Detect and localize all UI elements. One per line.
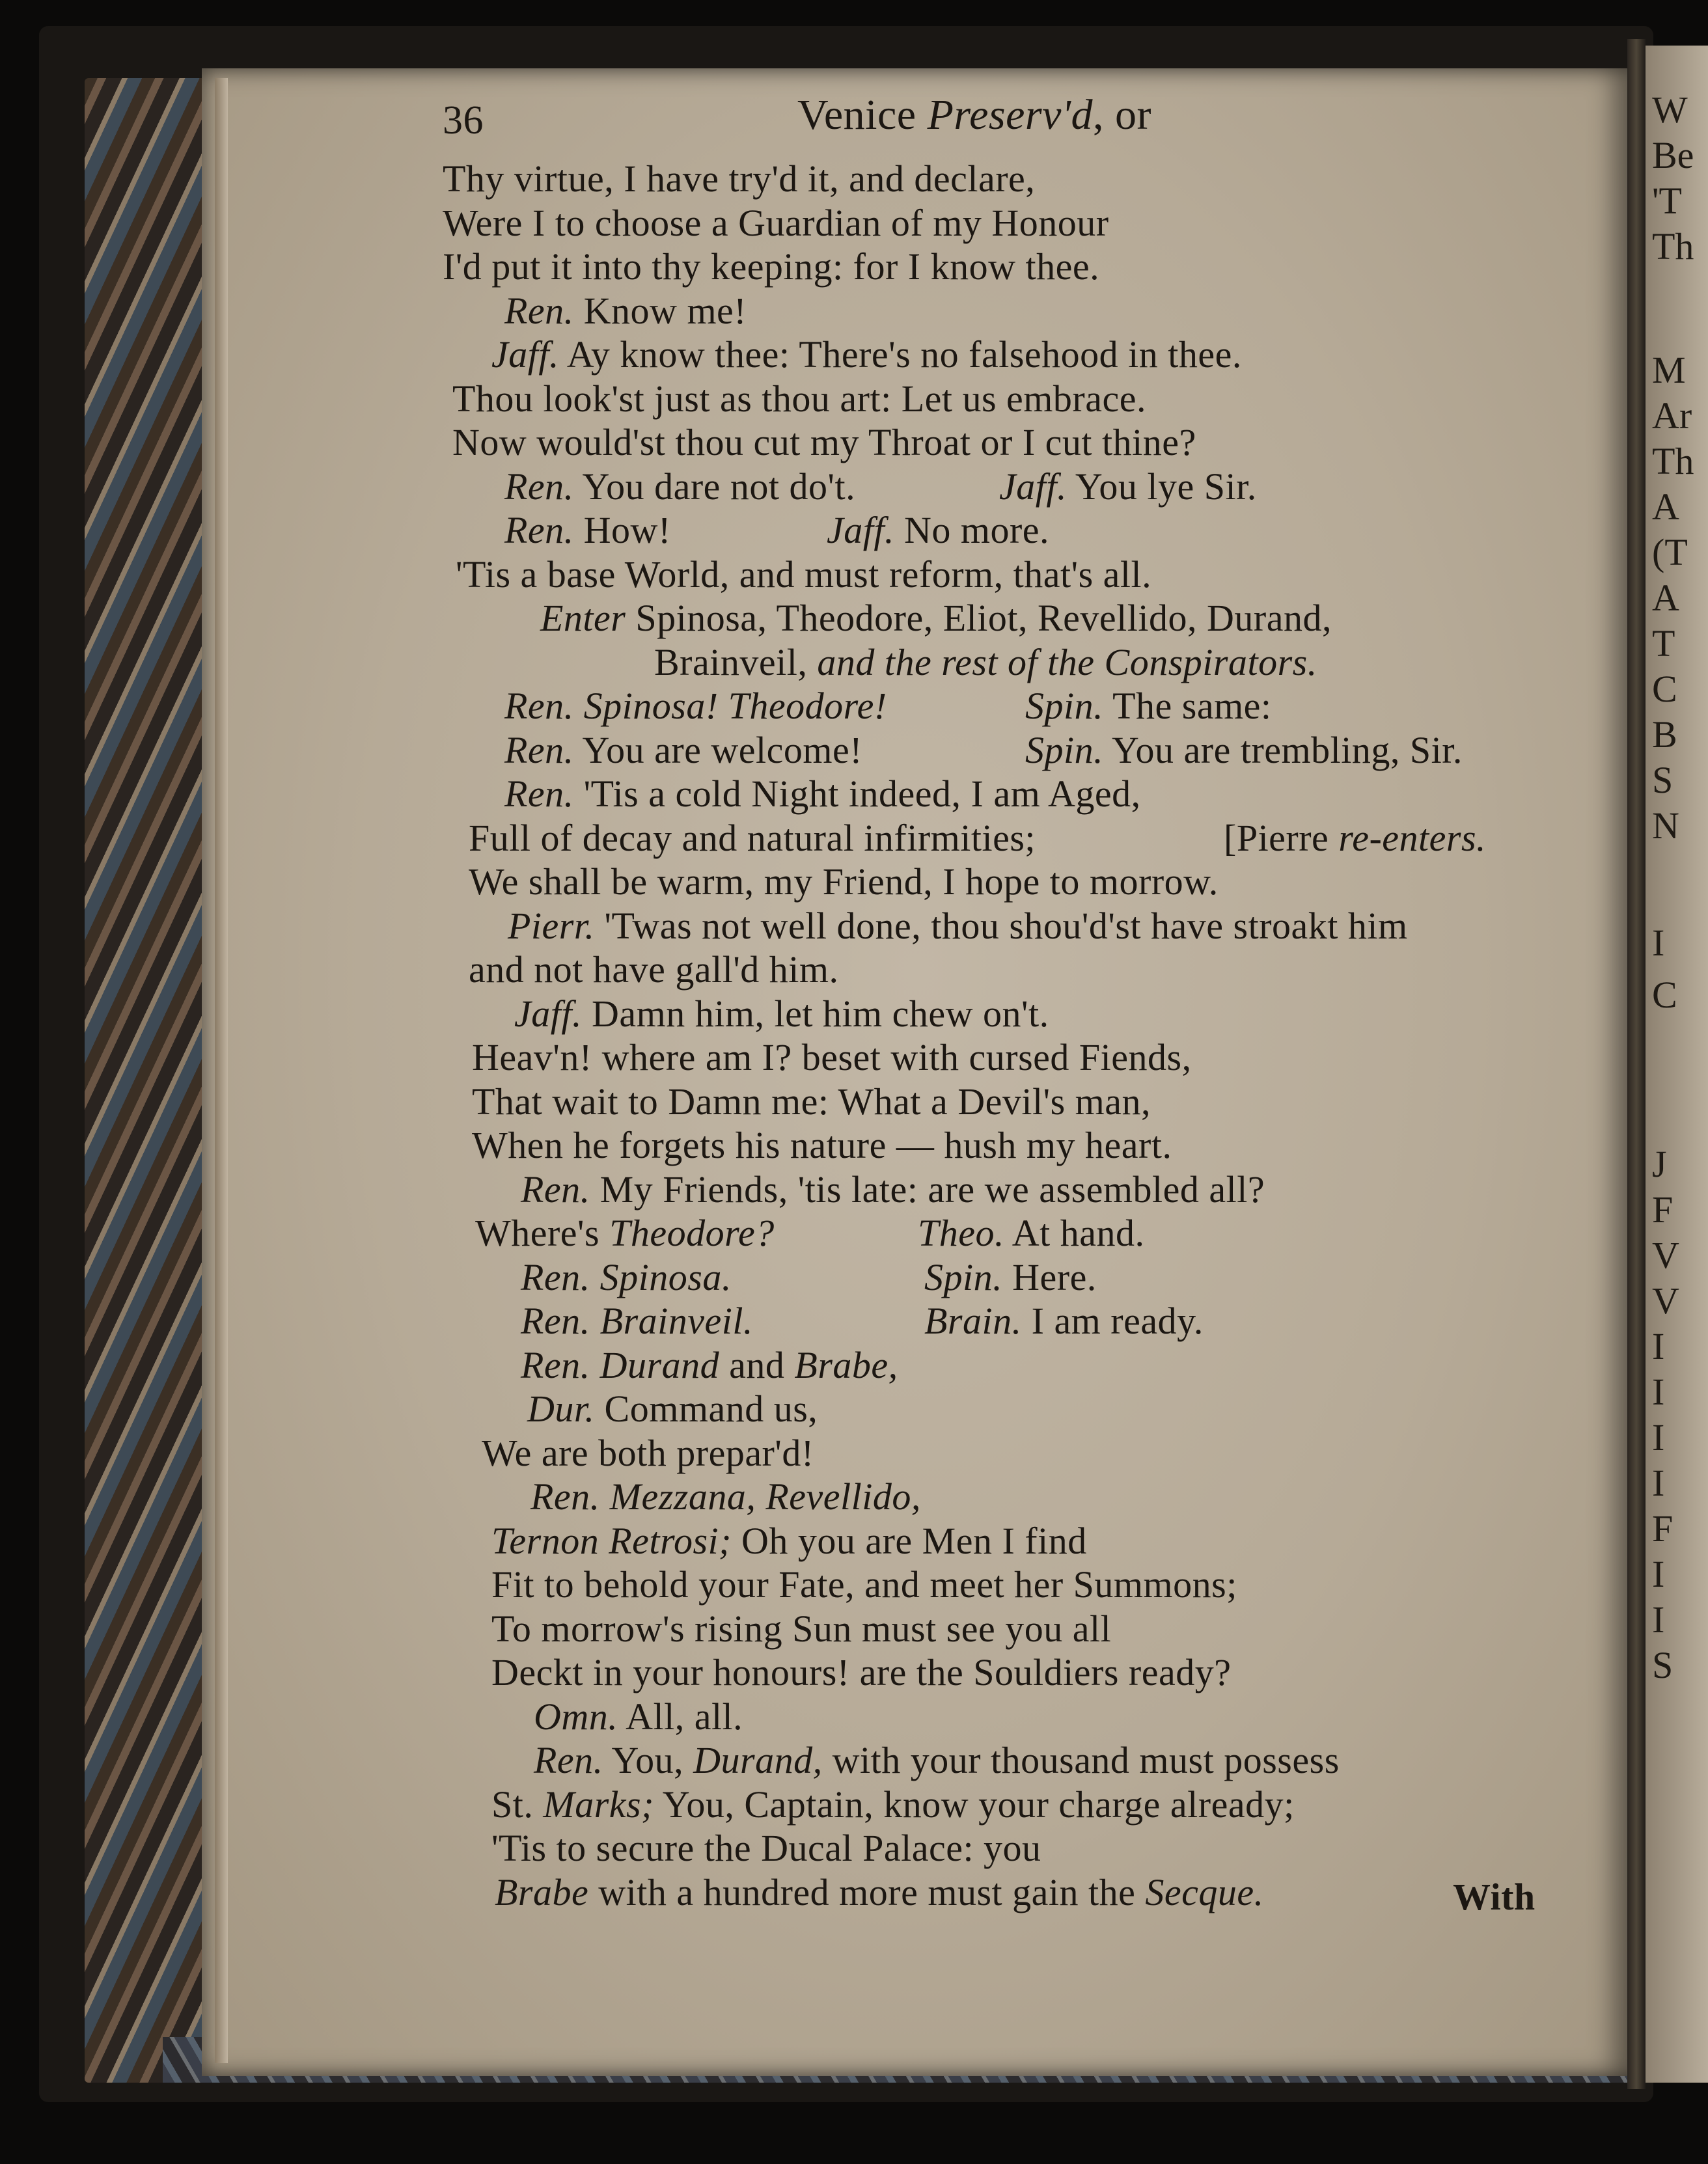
facing-page-fragment: N: [1652, 804, 1679, 847]
roman-text: Now would'st thou cut my Throat or I cut thine?: [452, 421, 1196, 463]
roman-text: The same:: [1103, 685, 1272, 727]
running-head: [797, 92, 1151, 138]
facing-page-fragment: S: [1652, 1644, 1674, 1686]
text-line-right: [924, 1255, 1097, 1300]
facing-page-fragment: F: [1652, 1507, 1674, 1550]
text-line: [504, 464, 855, 510]
roman-text: Thou look'st just as thou art: Let us embrace.: [452, 377, 1146, 420]
text-line: [443, 200, 1109, 246]
roman-text: Spinosa, Theodore, Eliot, Revellido, Durand,: [626, 597, 1332, 639]
italic-text: Ren. Spinosa.: [521, 1256, 732, 1298]
roman-text: Brainveil,: [654, 641, 818, 683]
facing-page-fragment: Th: [1652, 225, 1694, 267]
facing-page-fragment: A: [1652, 486, 1679, 528]
italic-text: Ren.: [504, 465, 574, 508]
text-line-right: [1224, 815, 1486, 861]
roman-text: All, all.: [618, 1695, 743, 1738]
italic-text: Ren. Spinosa! Theodore!: [504, 685, 887, 727]
facing-page-fragment: W: [1652, 89, 1688, 131]
roman-text: You, Captain, know your charge already;: [654, 1783, 1295, 1826]
text-line-right: [999, 464, 1257, 510]
facing-page-fragment: Ar: [1652, 394, 1692, 437]
italic-text: Brabe,: [794, 1344, 898, 1386]
roman-text: You,: [603, 1739, 694, 1781]
roman-text: Full of decay and natural infirmities;: [469, 817, 1036, 859]
facing-page-fragment: (T: [1652, 531, 1688, 573]
italic-text: and the rest of the Conspirators.: [817, 641, 1317, 683]
italic-text: Jaff.: [491, 333, 559, 376]
facing-page-fragment: Be: [1652, 134, 1694, 176]
facing-page-fragment: 'T: [1652, 180, 1682, 222]
roman-text: Know me!: [573, 290, 747, 332]
text-line-right: [1025, 728, 1463, 773]
roman-text: 'Tis a cold Night indeed, I am Aged,: [573, 773, 1141, 815]
text-line-right: [1025, 683, 1272, 729]
facing-page-fragment: I: [1652, 1416, 1665, 1459]
text-line: [452, 420, 1196, 465]
roman-text: Deckt in your honours! are the Souldiers ready?: [491, 1651, 1232, 1693]
running-head-tail: , or: [1093, 91, 1151, 139]
text-line: [472, 1079, 1151, 1125]
roman-text: St.: [491, 1783, 544, 1826]
running-head-italic: Preserv'd: [927, 91, 1093, 139]
roman-text: with your thousand must possess: [822, 1739, 1340, 1781]
facing-page-fragment: I: [1652, 1553, 1665, 1595]
facing-page-fragment: Th: [1652, 440, 1694, 482]
roman-text: Here.: [1002, 1256, 1097, 1298]
text-line: [452, 376, 1146, 422]
roman-text: That wait to Damn me: What a Devil's man,: [472, 1080, 1151, 1123]
italic-text: Dur.: [527, 1388, 595, 1430]
italic-text: Jaff.: [514, 993, 582, 1035]
text-line: [456, 552, 1151, 597]
italic-text: Enter: [540, 597, 626, 639]
text-line: [475, 1211, 775, 1256]
text-line: [534, 1694, 743, 1740]
facing-page-fragment: I: [1652, 1371, 1665, 1413]
text-line: [491, 1606, 1111, 1652]
text-line: [504, 288, 747, 334]
facing-page-fragment: V: [1652, 1234, 1679, 1276]
italic-text: Ternon Retrosi;: [491, 1520, 732, 1562]
roman-text: Were I to choose a Guardian of my Honour: [443, 202, 1109, 244]
text-line: [504, 508, 671, 553]
roman-text: To morrow's rising Sun must see you all: [491, 1608, 1112, 1650]
roman-text: and not have gall'd him.: [469, 948, 839, 991]
text-line: [527, 1386, 818, 1432]
roman-text: We shall be warm, my Friend, I hope to morrow.: [469, 860, 1219, 903]
text-line: [472, 1123, 1172, 1168]
text-line: [654, 640, 1317, 685]
italic-text: Ren.: [504, 509, 574, 551]
facing-page-fragment: C: [1652, 974, 1677, 1016]
roman-text: 'Tis a base World, and must reform, that's all.: [456, 553, 1152, 596]
facing-page-fragment: A: [1652, 577, 1679, 619]
italic-text: Durand,: [693, 1739, 823, 1781]
roman-text: Ay know thee: There's no falsehood in thee.: [558, 333, 1242, 376]
italic-text: Spin.: [924, 1256, 1003, 1298]
italic-text: Ren.: [504, 773, 574, 815]
text-line: [504, 771, 1141, 817]
text-line: [508, 903, 1408, 949]
roman-text: and: [719, 1344, 795, 1386]
text-line: [443, 156, 1035, 202]
text-line-right: [918, 1211, 1145, 1256]
facing-page-fragment: I: [1652, 1462, 1665, 1504]
roman-text: Command us,: [594, 1388, 818, 1430]
text-line: [491, 1650, 1231, 1695]
facing-page-fragment: J: [1652, 1143, 1667, 1185]
roman-text: with a hundred more must gain the: [588, 1871, 1146, 1913]
catchword: With: [1453, 1876, 1536, 1918]
italic-text: Secque.: [1145, 1871, 1264, 1913]
roman-text: My Friends, 'tis late: are we assembled all?: [590, 1168, 1265, 1211]
text-line: [504, 683, 887, 729]
roman-text: Heav'n! where am I? beset with cursed Fiends,: [472, 1036, 1192, 1078]
text-line: [495, 1870, 1264, 1915]
italic-text: Brain.: [924, 1300, 1022, 1342]
roman-text: Where's: [475, 1212, 610, 1254]
text-line: [514, 991, 1049, 1037]
roman-text: 'Twas not well done, thou shou'd'st have stroakt him: [594, 905, 1408, 947]
italic-text: Brabe: [495, 1871, 589, 1913]
text-line: [540, 596, 1332, 641]
roman-text: Fit to behold your Fate, and meet her Summons;: [491, 1563, 1237, 1606]
italic-text: Ren.: [504, 729, 574, 771]
facing-page-fragment: C: [1652, 668, 1677, 710]
roman-text: [Pierre: [1224, 817, 1339, 859]
roman-text: Oh you are Men I find: [731, 1520, 1087, 1562]
facing-page-fragment: F: [1652, 1188, 1674, 1231]
roman-text: We are both prepar'd!: [482, 1432, 814, 1474]
italic-text: Jaff.: [827, 509, 894, 551]
facing-page-fragment: B: [1652, 713, 1677, 756]
italic-text: re-enters.: [1338, 817, 1487, 859]
roman-text: 'Tis to secure the Ducal Palace: you: [491, 1827, 1041, 1869]
roman-text: When he forgets his nature — hush my heart.: [472, 1124, 1172, 1166]
text-line: [521, 1167, 1265, 1212]
italic-text: Spin.: [1025, 685, 1104, 727]
italic-text: Spin.: [1025, 729, 1104, 771]
italic-text: Ren. Brainveil.: [521, 1300, 754, 1342]
roman-text: You lye Sir.: [1066, 465, 1257, 508]
text-line: [469, 947, 839, 993]
text-line: [482, 1431, 814, 1476]
text-line: [491, 332, 1242, 377]
facing-page-fragment: T: [1652, 622, 1675, 664]
roman-text: You are welcome!: [573, 729, 863, 771]
roman-text: I'd put it into thy keeping: for I know thee.: [443, 245, 1100, 288]
facing-page-fragment: I: [1652, 1598, 1665, 1641]
roman-text: Damn him, let him chew on't.: [581, 993, 1049, 1035]
italic-text: Ren.: [534, 1739, 603, 1781]
roman-text: You are trembling, Sir.: [1103, 729, 1463, 771]
text-line: [534, 1738, 1340, 1783]
text-line: [491, 1518, 1087, 1564]
italic-text: Jaff.: [999, 465, 1067, 508]
roman-text: You dare not do't.: [573, 465, 856, 508]
roman-text: How!: [573, 509, 671, 551]
text-line: [530, 1474, 921, 1520]
italic-text: Theo.: [918, 1212, 1004, 1254]
italic-text: Ren.: [504, 290, 574, 332]
text-line: [469, 859, 1219, 905]
text-line-right: [827, 508, 1049, 553]
running-head-title: Venice: [797, 91, 928, 139]
roman-text: At hand.: [1004, 1212, 1145, 1254]
facing-page-fragment: I: [1652, 922, 1665, 964]
text-line: [521, 1298, 753, 1344]
text-line: [491, 1826, 1041, 1871]
text-line: [504, 728, 862, 773]
text-line: [491, 1782, 1295, 1828]
italic-text: Ren.: [521, 1168, 590, 1211]
italic-text: Omn.: [534, 1695, 618, 1738]
text-line-right: [924, 1298, 1204, 1344]
roman-text: Thy virtue, I have try'd it, and declare,: [443, 158, 1036, 200]
facing-page-fragment: V: [1652, 1280, 1679, 1322]
italic-text: Ren. Mezzana, Revellido,: [530, 1475, 921, 1518]
text-line: [469, 815, 1036, 861]
italic-text: Ren. Durand: [521, 1344, 720, 1386]
text-line: [491, 1562, 1237, 1608]
roman-text: I am ready.: [1021, 1300, 1204, 1342]
text-line: [443, 244, 1099, 290]
facing-page-fragment: I: [1652, 1325, 1665, 1367]
text-line: [521, 1255, 732, 1300]
text-line: [472, 1035, 1192, 1080]
roman-text: No more.: [894, 509, 1050, 551]
facing-page-fragment: M: [1652, 349, 1686, 391]
italic-text: Pierr.: [508, 905, 595, 947]
text-line: [521, 1343, 898, 1388]
italic-text: Marks;: [543, 1783, 654, 1826]
facing-page-fragment: S: [1652, 759, 1674, 801]
italic-text: Theodore?: [609, 1212, 775, 1254]
page-number: 36: [443, 98, 484, 143]
